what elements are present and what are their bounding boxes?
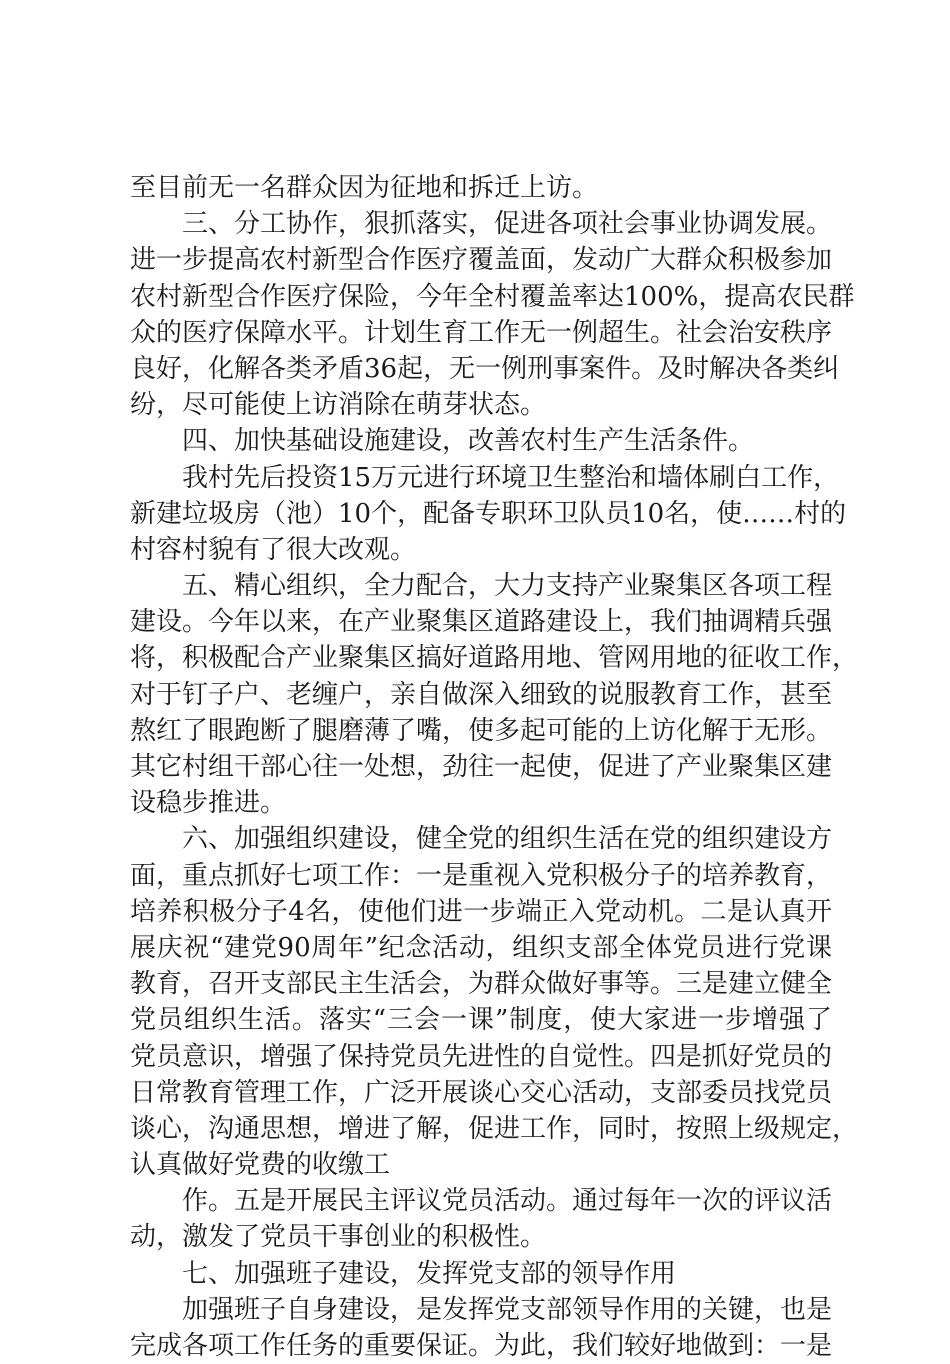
text-line: 至目前无一名群众因为征地和拆迁上访。 <box>130 173 599 203</box>
text-line: 纷，尽可能使上访消除在萌芽状态。 <box>130 390 547 421</box>
text-line: 五、精心组织，全力配合，大力支持产业聚集区各项工程 <box>182 571 833 602</box>
text-line: 面，重点抓好七项工作：一是重视入党积极分子的培养教育， <box>130 860 833 891</box>
text-line: 熬红了眼跑断了腿磨薄了嘴，使多起可能的上访化解于无形。 <box>130 715 833 746</box>
text-line: 培养积极分子4名，使他们进一步端正入党动机。二是认真开 <box>130 896 832 927</box>
text-line: 我村先后投资15万元进行环境卫生整治和墙体刷白工作， <box>182 462 840 493</box>
text-line: 建设。今年以来，在产业聚集区道路建设上，我们抽调精兵强 <box>130 607 833 638</box>
text-line: 其它村组干部心往一处想，劲往一起使，促进了产业聚集区建 <box>130 752 833 782</box>
text-line: 农村新型合作医疗保险，今年全村覆盖率达100%，提高农民群 <box>130 281 855 312</box>
text-line: 村容村貌有了很大改观。 <box>130 534 417 565</box>
text-line: 展庆祝“建党90周年”纪念活动，组织支部全体党员进行党课 <box>130 932 832 963</box>
document-body <box>130 170 859 1364</box>
text-line: 设稳步推进。 <box>130 788 287 819</box>
text-line: 进一步提高农村新型合作医疗覆盖面，发动广大群众积极参加 <box>130 245 833 276</box>
text-line: 谈心，沟通思想，增进了解，促进工作，同时，按照上级规定， <box>130 1113 859 1144</box>
text-line: 完成各项工作任务的重要保证。为此，我们较好地做到：一是 <box>130 1331 833 1361</box>
text-line: 良好，化解各类矛盾36起，无一例刑事案件。及时解决各类纠 <box>130 353 840 384</box>
text-line: 众的医疗保障水平。计划生育工作无一例超生。社会治安秩序 <box>130 317 833 348</box>
text-line: 六、加强组织建设，健全党的组织生活在党的组织建设方 <box>182 824 833 855</box>
text-line: 对于钉子户、老缠户，亲自做深入细致的说服教育工作，甚至 <box>130 679 833 710</box>
text-line: 日常教育管理工作，广泛开展谈心交心活动，支部委员找党员 <box>130 1077 833 1108</box>
text-line: 认真做好党费的收缴工 <box>130 1150 391 1181</box>
text-line: 作。五是开展民主评议党员活动。通过每年一次的评议活 <box>182 1186 833 1217</box>
text-line: 四、加快基础设施建设，改善农村生产生活条件。 <box>182 426 755 457</box>
text-line: 七、加强班子建设，发挥党支部的领导作用 <box>182 1258 677 1289</box>
text-line: 加强班子自身建设，是发挥党支部领导作用的关键，也是 <box>182 1294 833 1325</box>
text-line: 将，积极配合产业聚集区搞好道路用地、管网用地的征收工作， <box>130 643 859 674</box>
text-line: 党员组织生活。落实“三会一课”制度，使大家进一步增强了 <box>130 1005 832 1036</box>
text-line: 教育，召开支部民主生活会，为群众做好事等。三是建立健全 <box>130 969 833 1000</box>
text-line: 三、分工协作，狠抓落实，促进各项社会事业协调发展。 <box>182 209 833 240</box>
text-line: 新建垃圾房（池）10个，配备专职环卫队员10名，使……村的 <box>130 498 847 529</box>
text-line: 动，激发了党员干事创业的积极性。 <box>130 1222 547 1253</box>
text-line: 党员意识，增强了保持党员先进性的自觉性。四是抓好党员的 <box>130 1041 833 1072</box>
